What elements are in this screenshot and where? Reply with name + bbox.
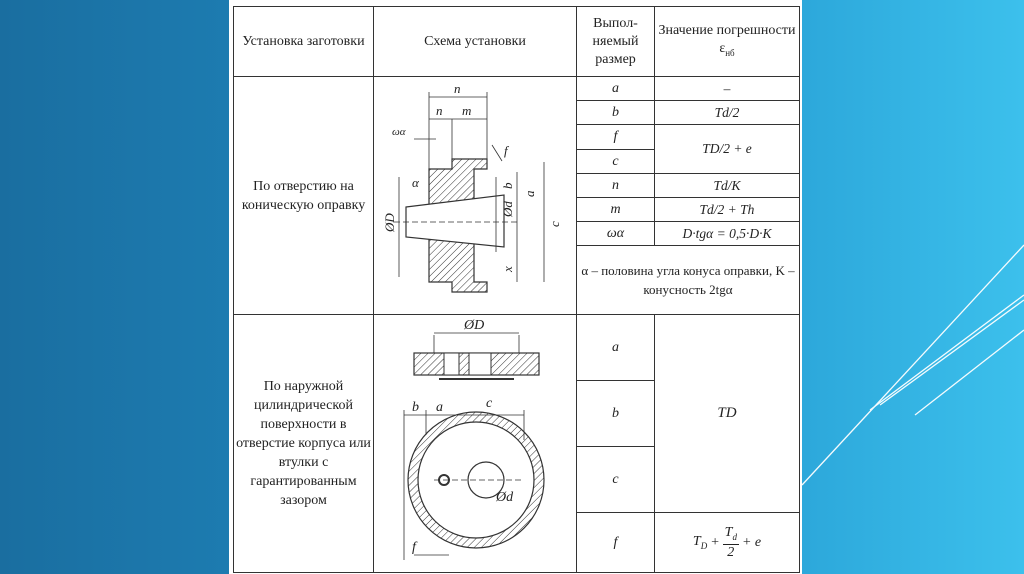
- value-m: Td/2 + Th: [655, 198, 800, 222]
- dim-n: n: [577, 174, 655, 198]
- value-omega: D·tgα = 0,5·D·K: [655, 222, 800, 246]
- label2-b: b: [412, 400, 419, 415]
- outer-cylinder-diagram: [374, 315, 577, 567]
- dim-b: b: [577, 101, 655, 125]
- label-x: x: [500, 266, 515, 272]
- value-f-c: TD/2 + e: [655, 125, 800, 174]
- dim2-f: f: [577, 513, 655, 573]
- dim-m: m: [577, 198, 655, 222]
- dim-f: f: [577, 125, 655, 150]
- label-alpha: α: [412, 175, 419, 190]
- header-scheme: Схема установки: [374, 7, 577, 77]
- dim-c: c: [577, 150, 655, 174]
- label2-c: c: [486, 396, 493, 411]
- dim-a: a: [577, 77, 655, 101]
- header-installation: Установка заготовки: [234, 7, 374, 77]
- document-sheet: [229, 0, 802, 574]
- value-a: –: [655, 77, 800, 101]
- label-n: n: [436, 103, 443, 118]
- header-dimension: Выпол-няемый размер: [577, 7, 655, 77]
- method-outer-cylinder: По наружной цилиндрической поверхности в отверстие корпуса или втулки с гарантированным зазором: [234, 315, 374, 573]
- dim2-c: c: [577, 447, 655, 513]
- dim2-a: a: [577, 315, 655, 381]
- header-error-value: Значение погрешности $\varepsilon_{нб}$: [655, 7, 800, 77]
- error-table: [233, 6, 800, 573]
- value-formula-f: $T_D$ + $\frac{T_d}{2}$ + e: [655, 513, 800, 573]
- label2-f: f: [412, 540, 416, 555]
- label-b: b: [500, 182, 515, 189]
- label2-a: a: [436, 400, 443, 415]
- label2-d: Ød: [496, 490, 514, 505]
- dim2-b: b: [577, 381, 655, 447]
- label-a: a: [522, 190, 537, 197]
- conical-mandrel-diagram: [374, 77, 577, 309]
- table-header: [234, 7, 800, 77]
- label-m: m: [462, 103, 472, 118]
- label-omega: ωα: [392, 126, 406, 138]
- label-f: f: [504, 143, 508, 158]
- label-n-total: n: [454, 81, 461, 96]
- value-TD: TD: [655, 315, 800, 513]
- label-c: c: [547, 221, 562, 227]
- label2-D: ØD: [464, 318, 485, 333]
- label-d: Ød: [500, 201, 515, 217]
- method-conical-mandrel: По отверстию на коническую оправку: [234, 77, 374, 315]
- value-b: Td/2: [655, 101, 800, 125]
- scheme-conical-mandrel: [374, 77, 577, 315]
- note-alpha: α – половина угла конуса оправки, K – конусность 2tgα: [577, 246, 800, 315]
- label-D: ØD: [382, 213, 397, 232]
- dim-omega: ωα: [577, 222, 655, 246]
- scheme-outer-cylinder: [374, 315, 577, 573]
- value-n: Td/K: [655, 174, 800, 198]
